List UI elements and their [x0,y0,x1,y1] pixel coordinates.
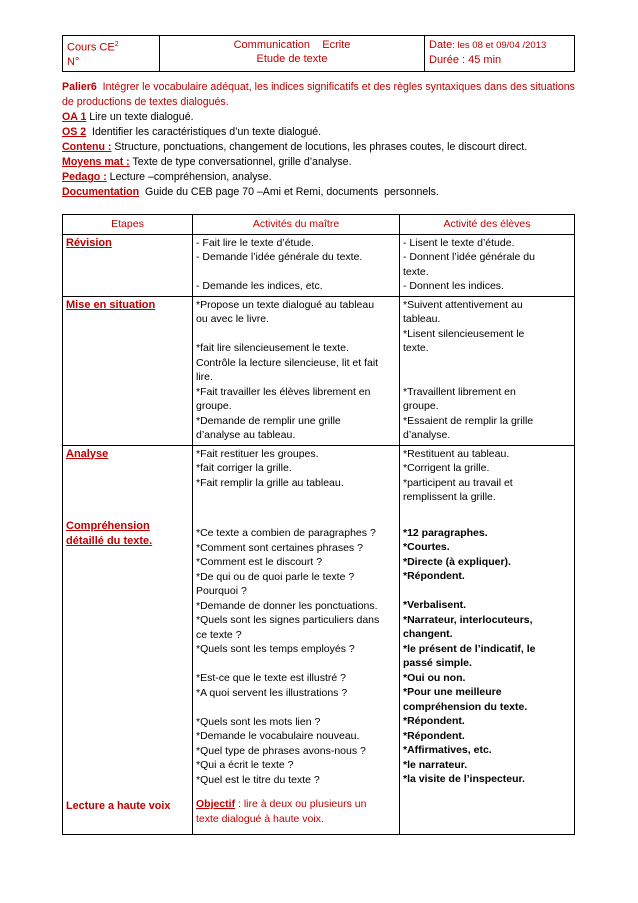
col-header-etapes: Etapes [63,215,193,235]
list-item: d’analyse. [403,429,451,441]
list-item: *Comment est le discourt ? [196,556,323,568]
list-item: remplissent la grille. [403,491,496,503]
etape-analyse-cell [63,445,193,834]
list-item: *12 paragraphes. [403,526,488,539]
list-item: *Comment sont certaines phrases ? [196,541,363,554]
list-item: *Répondent. [403,715,465,727]
date-cell [425,36,575,72]
os-text: Identifier les caractéristiques d’un texte dialogué. [86,126,322,138]
list-item: - Donnent les indices. [403,280,504,292]
numero-label: N° [67,55,80,68]
list-item: *Répondent. [403,729,465,742]
list-item: lire. [196,371,213,383]
list-item: *Fait remplir la grille au tableau. [196,476,344,489]
list-item: *Oui ou non. [403,671,466,684]
spacer [196,490,396,526]
list-item: *Corrigent la grille. [403,462,490,474]
list-item: texte. [403,265,429,278]
list-item: *le narrateur. [403,758,468,771]
oa-line [62,110,582,125]
list-item: *Pour une meilleure [403,686,502,698]
list-item [403,356,571,371]
list-item: - Lisent le texte d’étude. [403,236,515,249]
list-item: *Qui a écrit le texte ? [196,759,294,771]
pedago-text: Lecture –compréhension, analyse. [106,171,272,183]
date-label: Date [429,39,453,51]
cours-cell [63,36,160,72]
list-item: *Demande le vocabulaire nouveau. [196,730,360,742]
list-item: changent. [403,628,453,640]
objectif-text2: texte dialogué à haute voix. [196,812,324,825]
list-item: *Propose un texte dialogué au tableau [196,298,375,311]
list-item: *la visite de l’inspecteur. [403,773,525,785]
title-line1: Communication Ecrite [233,39,351,51]
palier-label: Palier6 [62,81,97,93]
etape-mise-en-situation: Mise en situation [63,296,193,445]
duree-value: : 45 min [458,54,502,66]
list-item [196,657,396,672]
list-item: *A quoi servent les illustrations ? [196,686,348,699]
list-item: - Fait lire le texte d’étude. [196,236,314,249]
list-item: *Demande de remplir une grille [196,414,341,427]
list-item [196,327,396,342]
doc-text: Guide du CEB page 70 –Ami et Remi, documents personnels. [139,186,439,198]
objectif-label: Objectif [196,798,236,810]
objectif-line [196,797,396,812]
list-item: *Narrateur, interlocuteurs, [403,613,533,626]
list-item: *Courtes. [403,541,450,553]
mise-maitre [193,296,400,445]
list-item: texte. [403,342,429,354]
title-cell [160,36,425,72]
list-item: *Quels sont les mots lien ? [196,715,321,728]
contenu-label: Contenu : [62,141,112,153]
list-item: tableau. [403,313,441,325]
list-item: *Quels sont les signes particuliers dans [196,614,380,626]
moyens-line [62,155,582,170]
duree-label: Durée [429,54,459,66]
header-table [62,35,575,72]
spacer [196,787,396,797]
list-item: compréhension du texte. [403,700,528,713]
analyse-eleves [400,445,575,834]
moyens-label: Moyens mat : [62,156,130,168]
list-item: ou avec le livre. [196,313,269,325]
list-item: *Quel est le titre du texte ? [196,773,320,786]
list-item: *Demande de donner les ponctuations. [196,599,378,612]
list-item: passé simple. [403,657,472,669]
list-item: *le présent de l’indicatif, le [403,642,536,655]
os-label: OS 2 [62,126,87,138]
list-item: *Quels sont les temps employés ? [196,643,355,655]
etape-comprehension: Compréhension détaillé du texte. [66,520,153,547]
list-item: *Lisent silencieusement le [403,327,525,340]
list-item: *Travaillent librement en [403,385,516,398]
list-item: ce texte ? [196,628,242,641]
palier-text: Intégrer le vocabulaire adéquat, les indices significatifs et des règles syntaxiques dans des situations de productions de textes dialogués. [62,81,578,108]
etape-analyse: Analyse [66,447,109,460]
list-item: *Quel type de phrases avons-nous ? [196,744,366,757]
etape-lecture: Lecture a haute voix [66,800,171,812]
list-item [196,265,396,280]
list-item: *Affirmatives, etc. [403,744,492,756]
table-row [63,234,575,296]
col-header-eleves: Activité des élèves [400,215,575,235]
list-item: *Ce texte a combien de paragraphes ? [196,527,376,539]
list-item: *fait lire silencieusement le texte. [196,342,349,354]
analyse-maitre [193,445,400,834]
palier-line [62,80,582,110]
mise-eleves [400,296,575,445]
list-item: *Verbalisent. [403,599,467,611]
list-item: - Demande les indices, etc. [196,280,323,292]
spacer [403,505,571,526]
list-item: Contrôle la lecture silencieuse, lit et fait [196,356,379,369]
list-item: - Demande l’idée générale du texte. [196,251,363,263]
doc-label: Documentation [62,186,140,198]
oa-text: Lire un texte dialogué. [86,111,194,123]
list-item: *participent au travail et [403,476,513,489]
list-item: groupe. [403,400,439,412]
pedago-label: Pedago : [62,171,107,183]
list-item: - Donnent l’idée générale du [403,251,535,263]
list-item: *Directe (à expliquer). [403,555,511,568]
revision-maitre [193,234,400,296]
table-row [63,296,575,445]
col-header-maitre: Activités du maître [193,215,400,235]
list-item: *Essaient de remplir la grille [403,414,534,427]
lesson-table [62,214,575,835]
title-line2: Etude de texte [256,53,328,65]
objectif-text: : lire à deux ou plusieurs un [235,798,367,810]
revision-eleves [400,234,575,296]
table-row [63,445,575,834]
list-item: *De qui ou de quoi parle le texte ? [196,570,355,583]
contenu-text: Structure, ponctuations, changement de locutions, les phrases coutes, le discourt direct. [111,141,528,153]
list-item: *Est-ce que le texte est illustré ? [196,672,346,684]
list-item [403,584,571,599]
list-item: *fait corriger la grille. [196,462,292,474]
list-item: d’analyse au tableau. [196,429,296,441]
list-item: *Suivent attentivement au [403,298,523,311]
date-value: : les 08 et 09/04 /2013 [452,40,547,51]
os-line [62,125,582,140]
moyens-text: Texte de type conversationnel, grille d’analyse. [129,156,352,168]
list-item: *Répondent. [403,570,465,582]
list-item: Pourquoi ? [196,585,247,597]
list-item: *Fait restituer les groupes. [196,447,319,460]
doc-line [62,185,582,200]
etape-revision: Révision [63,234,193,296]
cours-sup: 2 [114,41,119,48]
table-header-row [63,215,575,235]
list-item: *Restituent au tableau. [403,447,510,460]
pedago-line [62,170,582,185]
contenu-line [62,140,582,155]
list-item [196,700,396,715]
list-item [403,370,571,385]
cours-label: Cours [67,41,97,54]
list-item: groupe. [196,400,232,412]
lesson-intro [62,80,582,200]
oa-label: OA 1 [62,111,87,123]
list-item: *Fait travailler les élèves librement en [196,385,371,398]
cours-value: CE [99,41,115,54]
